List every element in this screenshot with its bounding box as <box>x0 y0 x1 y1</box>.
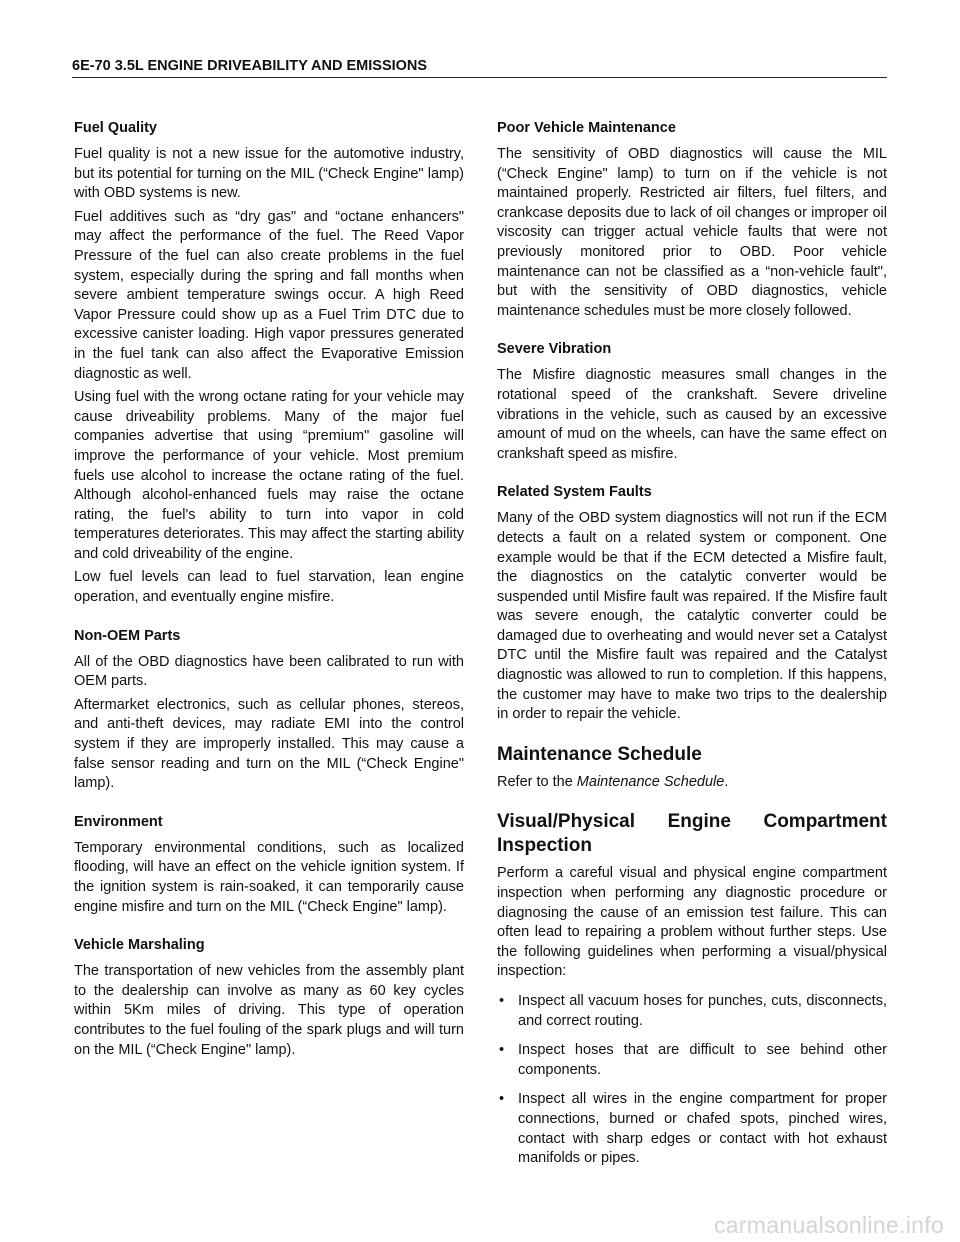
bullet-icon: • <box>499 1042 505 1059</box>
bullet-icon: • <box>499 1091 505 1108</box>
bullet-icon: • <box>499 993 505 1009</box>
list-item-text: Inspect all vacuum hoses for punches, cuts, disconnects, and correct routing. <box>518 993 887 1029</box>
watermark: carmanualsonline.info <box>713 1212 944 1238</box>
visual-inspection-paragraph: Perform a careful visual and physical engine compartment inspection when performing any diagnostic procedure or diagnosing the cause of an emission test failure. This can often lead to repairing a problem without further steps. Use the following guidelines when performing a visual/physical inspection: <box>497 865 887 980</box>
fuel-quality-paragraph-1: Fuel quality is not a new issue for the automotive industry, but its potential for turning on the MIL (“Check Engine" lamp) with OBD systems is new. <box>74 146 464 202</box>
maintenance-schedule-text <box>497 773 887 793</box>
poor-maintenance-heading: Poor Vehicle Maintenance <box>497 120 676 136</box>
maintenance-schedule-reference: Maintenance Schedule <box>576 773 725 790</box>
environment-paragraph: Temporary environmental conditions, such as localized flooding, will have an effect on the vehicle ignition system. If the ignition system is rain-soaked, it can temporarily cause engine misfire and turn on the MIL (“Check Engine" lamp). <box>74 839 464 915</box>
severe-vibration-heading: Severe Vibration <box>497 341 612 358</box>
right-column <box>497 118 887 1179</box>
list-item-text: Inspect all wires in the engine compartment for proper connections, burned or chafed spots, pinched wires, contact with sharp edges or contact with hot exhaust manifolds or pipes. <box>518 1091 887 1167</box>
related-faults-paragraph: Many of the OBD system diagnostics will not run if the ECM detects a fault on a related system or component. One example would be that if the ECM detected a Misfire fault, the diagnostics on the catalytic converter would be suspended until Misfire fault was repaired. If the Misfire fault was severe enough, the catalytic converter could be damaged due to overheating and would never set a Catalyst DTC until the Misfire fault was repaired and the Catalyst diagnostic was allowed to run to completion. If this happens, the customer may have to make two trips to the dealership in order to repair the vehicle. <box>497 510 887 723</box>
left-column <box>74 118 464 1064</box>
fuel-quality-paragraph-4: Low fuel levels can lead to fuel starvation, lean engine operation, and eventually engine misfire. <box>74 569 464 606</box>
visual-inspection-heading-line-1: Visual/Physical Engine Compartment <box>497 811 887 833</box>
page-header: 6E-70 3.5L ENGINE DRIVEABILITY AND EMISSIONS <box>72 58 887 78</box>
related-faults-heading: Related System Faults <box>497 484 652 501</box>
maintenance-schedule-suffix: . <box>724 773 729 790</box>
maintenance-schedule-prefix: Refer to the <box>497 773 577 790</box>
list-item <box>497 992 887 1031</box>
poor-maintenance-paragraph: The sensitivity of OBD diagnostics will cause the MIL (“Check Engine" lamp) to turn on if the vehicle is not maintained properly. Restricted air filters, fuel filters, and crankcase deposits due to lack of oil changes or improper oil viscosity can trigger actual vehicle faults that were not previously monitored prior to OBD. Poor vehicle maintenance can not be classified as a “non-vehicle fault", but with the sensitivity of OBD diagnostics, vehicle maintenance schedules must be more closely followed. <box>497 146 887 319</box>
list-item-text: Inspect hoses that are difficult to see behind other components. <box>518 1042 887 1078</box>
list-item <box>497 1041 887 1080</box>
maintenance-schedule-heading: Maintenance Schedule <box>497 743 702 765</box>
inspection-guidelines-list <box>497 992 887 1169</box>
vehicle-marshaling-heading: Vehicle Marshaling <box>74 937 205 954</box>
visual-inspection-heading-line-2: Inspection <box>497 835 593 857</box>
severe-vibration-paragraph: The Misfire diagnostic measures small changes in the rotational speed of the crankshaft. Severe driveline vibrations in the vehicle, such as caused by an excessive amount of mud on the wheels, can have the same effect on crankshaft speed as misfire. <box>497 367 887 462</box>
non-oem-paragraph-1: All of the OBD diagnostics have been calibrated to run with OEM parts. <box>74 653 464 690</box>
list-item <box>497 1090 887 1168</box>
fuel-quality-paragraph-3: Using fuel with the wrong octane rating for your vehicle may cause driveability problems. Many of the major fuel companies advertise that using “premium" gasoline will improve the performance of your vehicle. Most premium fuels use alcohol to increase the octane rating of the fuel. Although alcohol-enhanced fuels may raise the octane rating, the fuel's ability to turn into vapor in cold temperatures deteriorates. This may affect the starting ability and cold driveability of the engine. <box>74 389 464 562</box>
non-oem-parts-heading: Non-OEM Parts <box>74 627 181 644</box>
fuel-quality-paragraph-2: Fuel additives such as “dry gas" and “octane enhancers" may affect the performance of the fuel. The Reed Vapor Pressure of the fuel can also create problems in the fuel system, especially during the spring and fall months when severe ambient temperature swings occur. A high Reed Vapor Pressure could show up as a Fuel Trim DTC due to excessive canister loading. High vapor pressures generated in the fuel tank can also affect the Evaporative Emission diagnostic as well. <box>74 208 464 382</box>
environment-heading: Environment <box>74 813 163 830</box>
fuel-quality-heading: Fuel Quality <box>74 120 157 136</box>
vehicle-marshaling-paragraph: The transportation of new vehicles from the assembly plant to the dealership can involve as many as 60 key cycles within 5Km miles of driving. This type of operation contributes to the fuel fouling of the spark plugs and will turn on the MIL (“Check Engine" lamp). <box>74 963 464 1058</box>
non-oem-paragraph-2: Aftermarket electronics, such as cellular phones, stereos, and anti-theft devices, may radiate EMI into the control system if they are improperly installed. This may cause a false sensor reading and turn on the MIL (“Check Engine" lamp). <box>74 696 464 792</box>
